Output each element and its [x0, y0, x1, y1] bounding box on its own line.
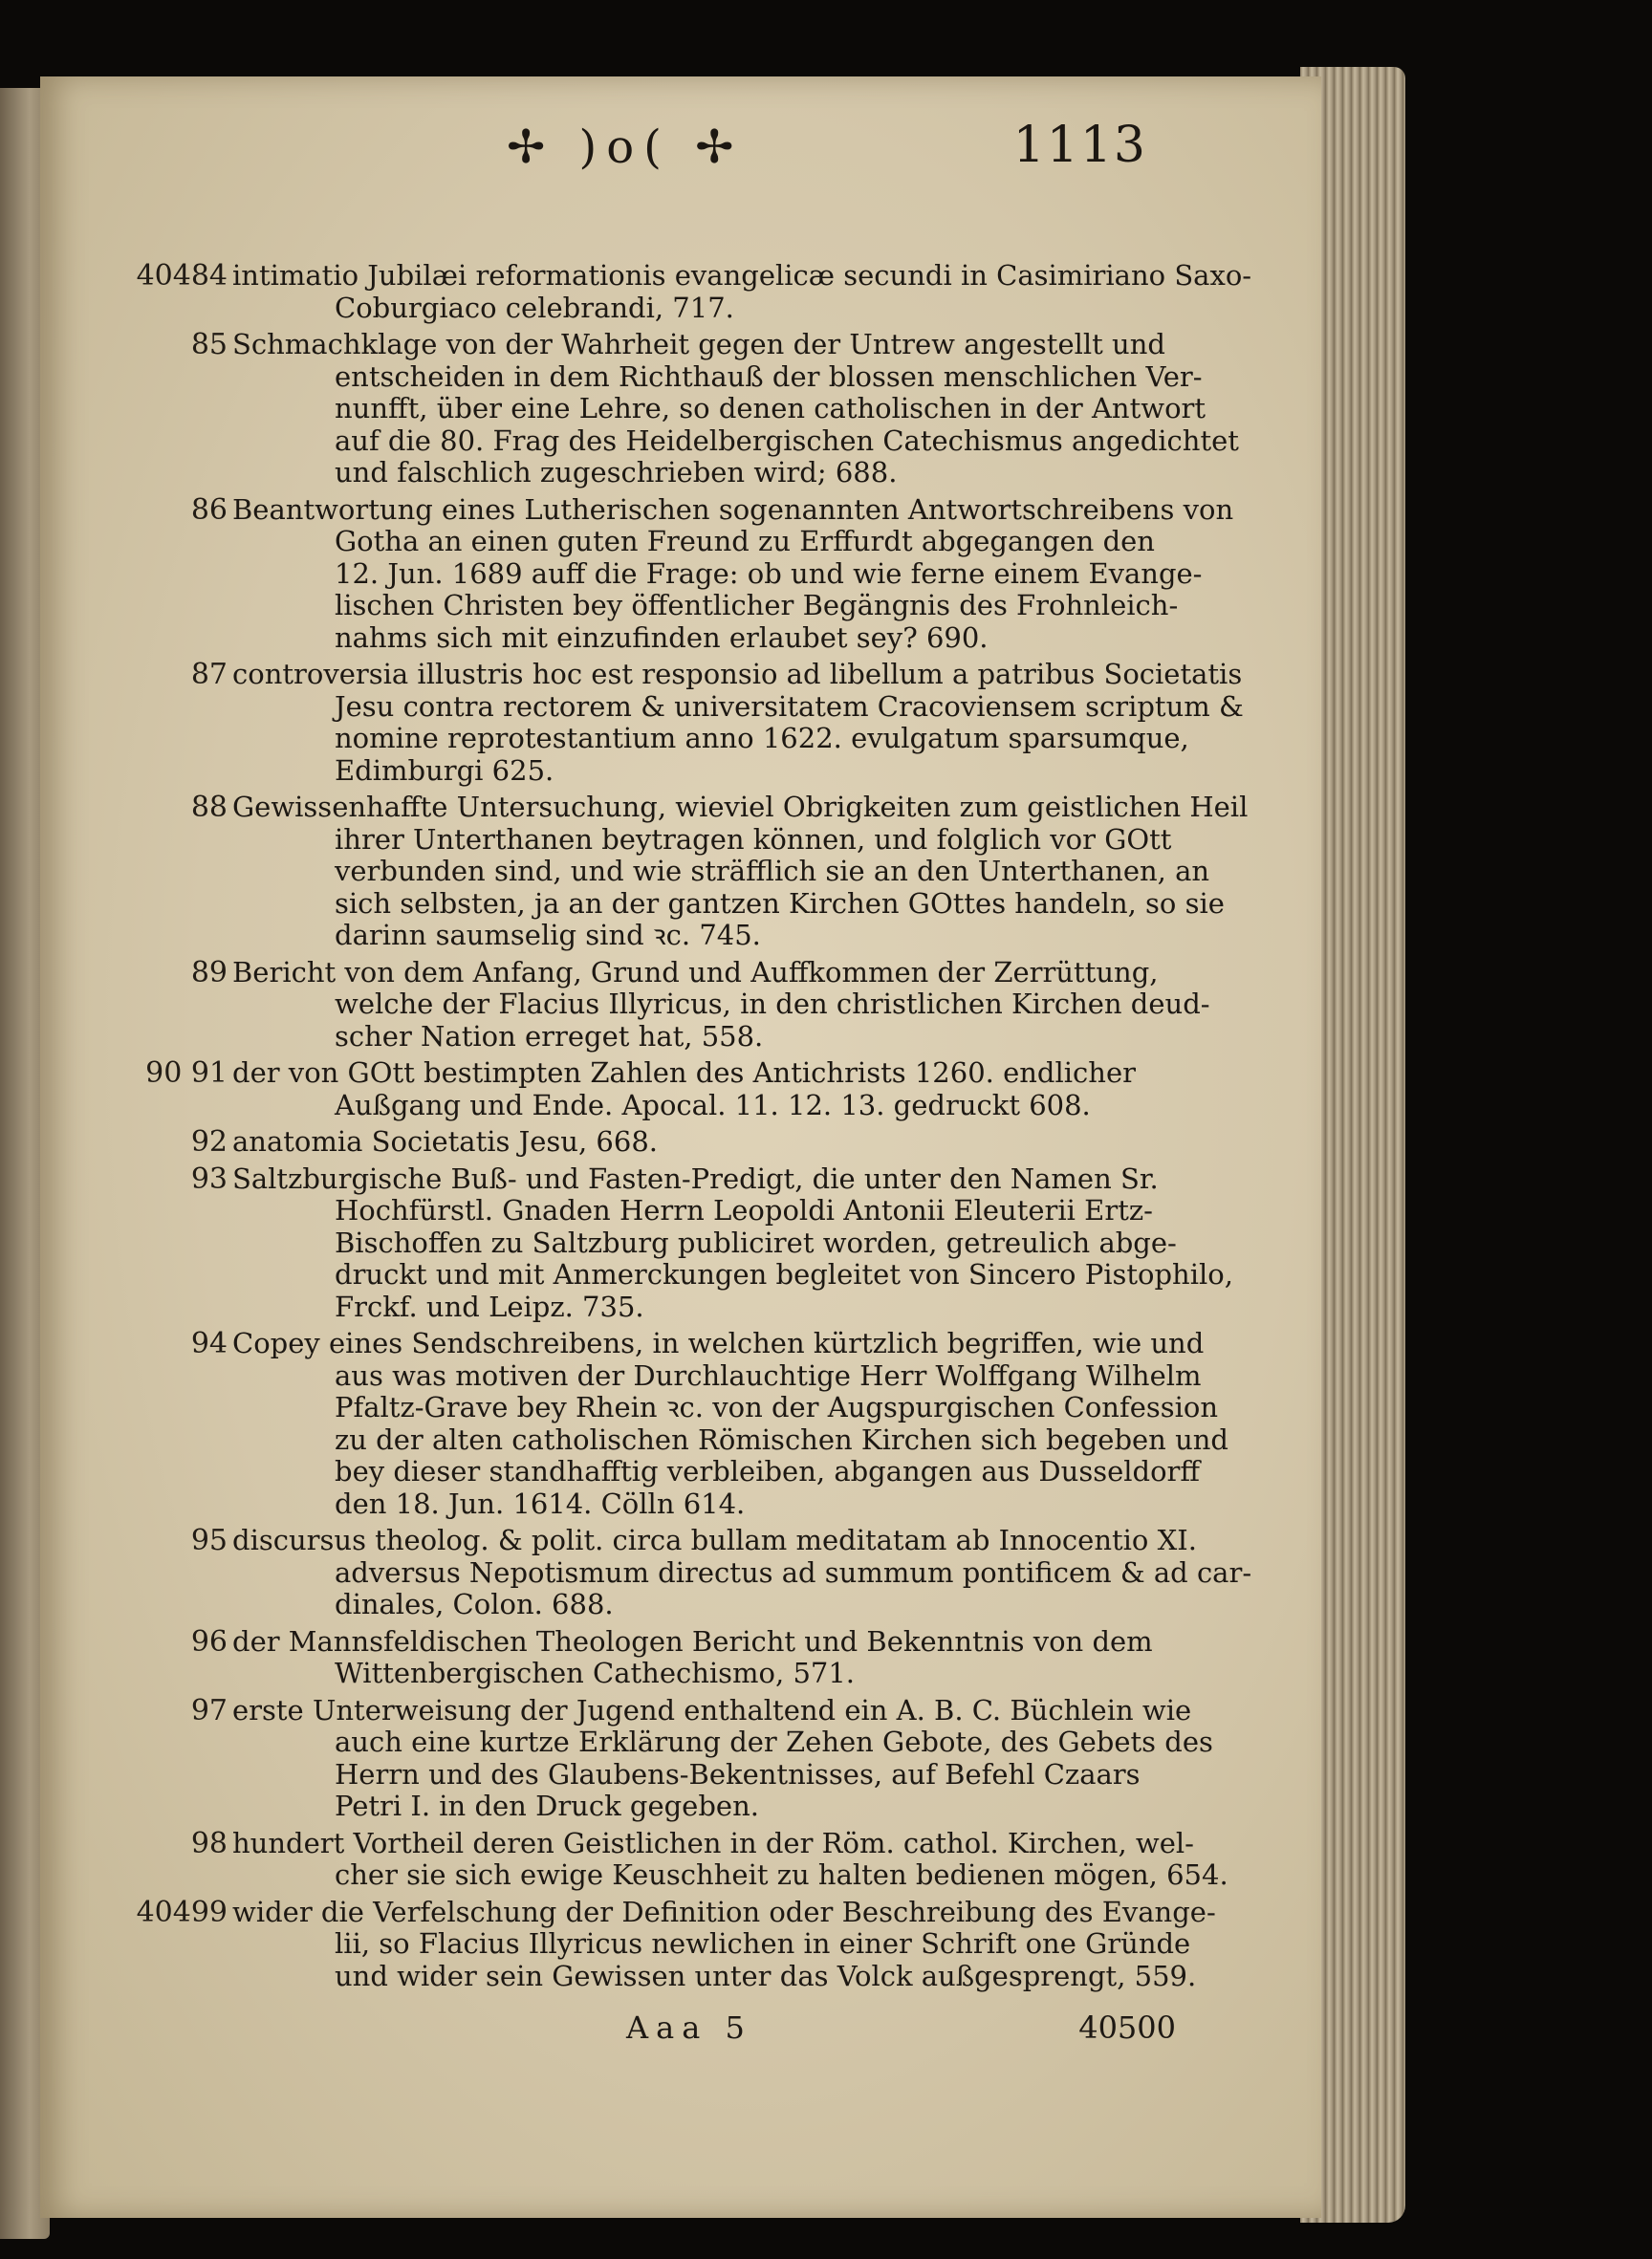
entry-line: Jesu contra rectorem & universitatem Cracoviensem scriptum &: [335, 689, 1244, 723]
entry-line: aus was motiven der Durchlauchtige Herr Wolffgang Wilhelm: [335, 1358, 1202, 1392]
entry-line: lii, so Flacius Illyricus newlichen in einer Schrift one Gründe: [335, 1927, 1191, 1960]
entry-line: controversia illustris hoc est responsio ad libellum a patribus Societatis: [232, 658, 1243, 690]
entry-line: druckt und mit Anmerckungen begleitet von Sincero Pistophilo,: [335, 1258, 1233, 1291]
catalog-entry: [132, 1126, 1174, 1159]
entry-line: der Mannsfeldischen Theologen Bericht und Bekenntnis von dem: [232, 1624, 1153, 1658]
entry-line: Herrn und des Glaubens-Bekentnisses, auf Befehl Czaars: [335, 1757, 1141, 1791]
catalog-entries: [132, 259, 1252, 1997]
entry-line: auch eine kurtze Erklärung der Zehen Gebote, des Gebets des: [335, 1726, 1213, 1758]
entry-line: Bericht von dem Anfang, Grund und Auffkommen der Zerrüttung,: [232, 955, 1159, 988]
entry-line: Bischoffen zu Saltzburg publiciret worden, getreulich abge-: [335, 1226, 1177, 1259]
entry-line: verbunden sind, und wie sträfflich sie an den Unterthanen, an: [335, 855, 1210, 887]
entry-line: Edimburgi 625.: [335, 753, 554, 787]
entry-line: anatomia Societatis Jesu, 668.: [232, 1125, 658, 1158]
entry-line: lischen Christen bey öffentlicher Begängnis des Frohnleich-: [335, 589, 1179, 621]
page-footer: [134, 2009, 1176, 2057]
catalog-entry: [132, 1327, 1228, 1520]
entry-line: sich selbsten, ja an der gantzen Kirchen GOttes handeln, so sie: [335, 886, 1225, 920]
catalog-entry: [132, 1895, 1216, 1993]
entry-line: dinales, Colon. 688.: [335, 1588, 614, 1620]
entry-line: Coburgiaco celebrandi, 717.: [335, 291, 734, 324]
header-ornament: ✢ )o( ✢: [507, 120, 744, 174]
entry-line: Copey eines Sendschreibens, in welchen kürtzlich begriffen, wie und: [232, 1327, 1205, 1359]
entry-line: hundert Vortheil deren Geistlichen in der Röm. cathol. Kirchen, wel-: [232, 1826, 1194, 1859]
entry-line: Schmachklage von der Wahrheit gegen der Untrew angestellt und: [232, 328, 1165, 360]
entry-number: 94: [190, 1327, 228, 1360]
entry-number: 97: [190, 1693, 228, 1727]
entry-line: darinn saumselig sind ꝛc. 745.: [335, 919, 761, 951]
entry-number: 95: [190, 1524, 228, 1557]
entry-line: und falschlich zugeschrieben wird; 688.: [335, 456, 898, 489]
entry-number: 40484: [136, 259, 228, 293]
entry-number: 92: [190, 1125, 228, 1159]
entry-number: 89: [190, 955, 228, 989]
printer-signature: Aaa 5: [626, 2009, 752, 2046]
catalog-entry: [132, 1162, 1233, 1324]
entry-line: nahms sich mit einzufinden erlaubet sey? 690.: [335, 620, 989, 654]
entry-line: Hochfürstl. Gnaden Herrn Leopoldi Antonii Eleuterii Ertz-: [335, 1194, 1153, 1227]
entry-number: 40499: [136, 1895, 228, 1929]
entry-line: nomine reprotestantium anno 1622. evulgatum sparsumque,: [335, 722, 1189, 754]
entry-line: Gotha an einen guten Freund zu Erffurdt abgegangen den: [335, 525, 1155, 557]
entry-number: 90 91: [145, 1056, 228, 1090]
catalog-entry: [132, 1826, 1228, 1892]
entry-line: ihrer Unterthanen beytragen können, und folglich vor GOtt: [335, 822, 1172, 856]
entry-number: 86: [190, 492, 228, 527]
entry-number: 87: [190, 658, 228, 691]
entry-line: erste Unterweisung der Jugend enthaltend ein A. B. C. Büchlein wie: [232, 1693, 1192, 1727]
page-number: 1113: [1012, 117, 1147, 174]
entry-line: nunfft, über eine Lehre, so denen catholischen in der Antwort: [335, 392, 1206, 424]
entry-number: 96: [190, 1624, 228, 1659]
entry-number: 93: [190, 1162, 228, 1196]
entry-line: Saltzburgische Buß- und Fasten-Predigt, die unter den Namen Sr.: [232, 1162, 1159, 1195]
catalog-entry: [132, 1693, 1213, 1823]
entry-line: Gewissenhaffte Untersuchung, wieviel Obrigkeiten zum geistlichen Heil: [232, 791, 1249, 823]
entry-line: Wittenbergischen Cathechismo, 571.: [335, 1657, 856, 1689]
entry-line: der von GOtt bestimpten Zahlen des Antichrists 1260. endlicher: [232, 1056, 1136, 1089]
entry-line: 12. Jun. 1689 auff die Frage: ob und wie ferne einem Evange-: [335, 556, 1203, 590]
entry-line: entscheiden in dem Richthauß der blossen menschlichen Ver-: [335, 359, 1203, 393]
entry-line: discursus theolog. & polit. circa bullam meditatam ab Innocentio XI.: [232, 1524, 1197, 1556]
entry-number: 98: [190, 1826, 228, 1860]
catalog-entry: [132, 791, 1249, 952]
entry-line: Petri I. in den Druck gegeben.: [335, 1790, 759, 1822]
entry-line: welche der Flacius Illyricus, in den christlichen Kirchen deud-: [335, 988, 1210, 1020]
entry-number: 88: [190, 791, 228, 824]
catalog-entry: [132, 328, 1239, 489]
catalog-entry: [132, 492, 1234, 655]
entry-line: intimatio Jubilæi reformationis evangelicæ secundi in Casimiriano Saxo-: [232, 259, 1252, 292]
entry-line: wider die Verfelschung der Definition oder Beschreibung des Evange-: [232, 1895, 1216, 1928]
page-header: [134, 113, 1147, 189]
entry-line: Pfaltz-Grave bey Rhein ꝛc. von der Augspurgischen Confession: [335, 1391, 1219, 1423]
catalog-entry: [132, 955, 1210, 1053]
catchword: 40500: [1078, 2009, 1176, 2046]
entry-line: den 18. Jun. 1614. Cölln 614.: [335, 1487, 746, 1520]
entry-line: adversus Nepotismum directus ad summum pontificem & ad car-: [335, 1555, 1252, 1589]
catalog-entry: [132, 1626, 1174, 1690]
entry-line: und wider sein Gewissen unter das Volck außgesprengt, 559.: [335, 1959, 1197, 1992]
entry-line: scher Nation erreget hat, 558.: [335, 1019, 764, 1053]
catalog-entry: [132, 1057, 1174, 1121]
catalog-entry: [132, 259, 1252, 324]
entry-line: Außgang und Ende. Apocal. 11. 12. 13. gedruckt 608.: [335, 1088, 1091, 1121]
entry-line: auf die 80. Frag des Heidelbergischen Catechismus angedichtet: [335, 424, 1239, 457]
entry-line: zu der alten catholischen Römischen Kirchen sich begeben und: [335, 1423, 1228, 1456]
entry-number: 85: [190, 328, 228, 361]
entry-line: Beantwortung eines Lutherischen sogenannten Antwortschreibens von: [232, 492, 1234, 526]
entry-line: bey dieser standhafftig verbleiben, abgangen aus Dusseldorff: [335, 1455, 1201, 1488]
entry-line: cher sie sich ewige Keuschheit zu halten bedienen mögen, 654.: [335, 1858, 1228, 1891]
catalog-entry: [132, 1524, 1252, 1621]
entry-line: Frckf. und Leipz. 735.: [335, 1290, 644, 1323]
catalog-entry: [132, 658, 1244, 787]
